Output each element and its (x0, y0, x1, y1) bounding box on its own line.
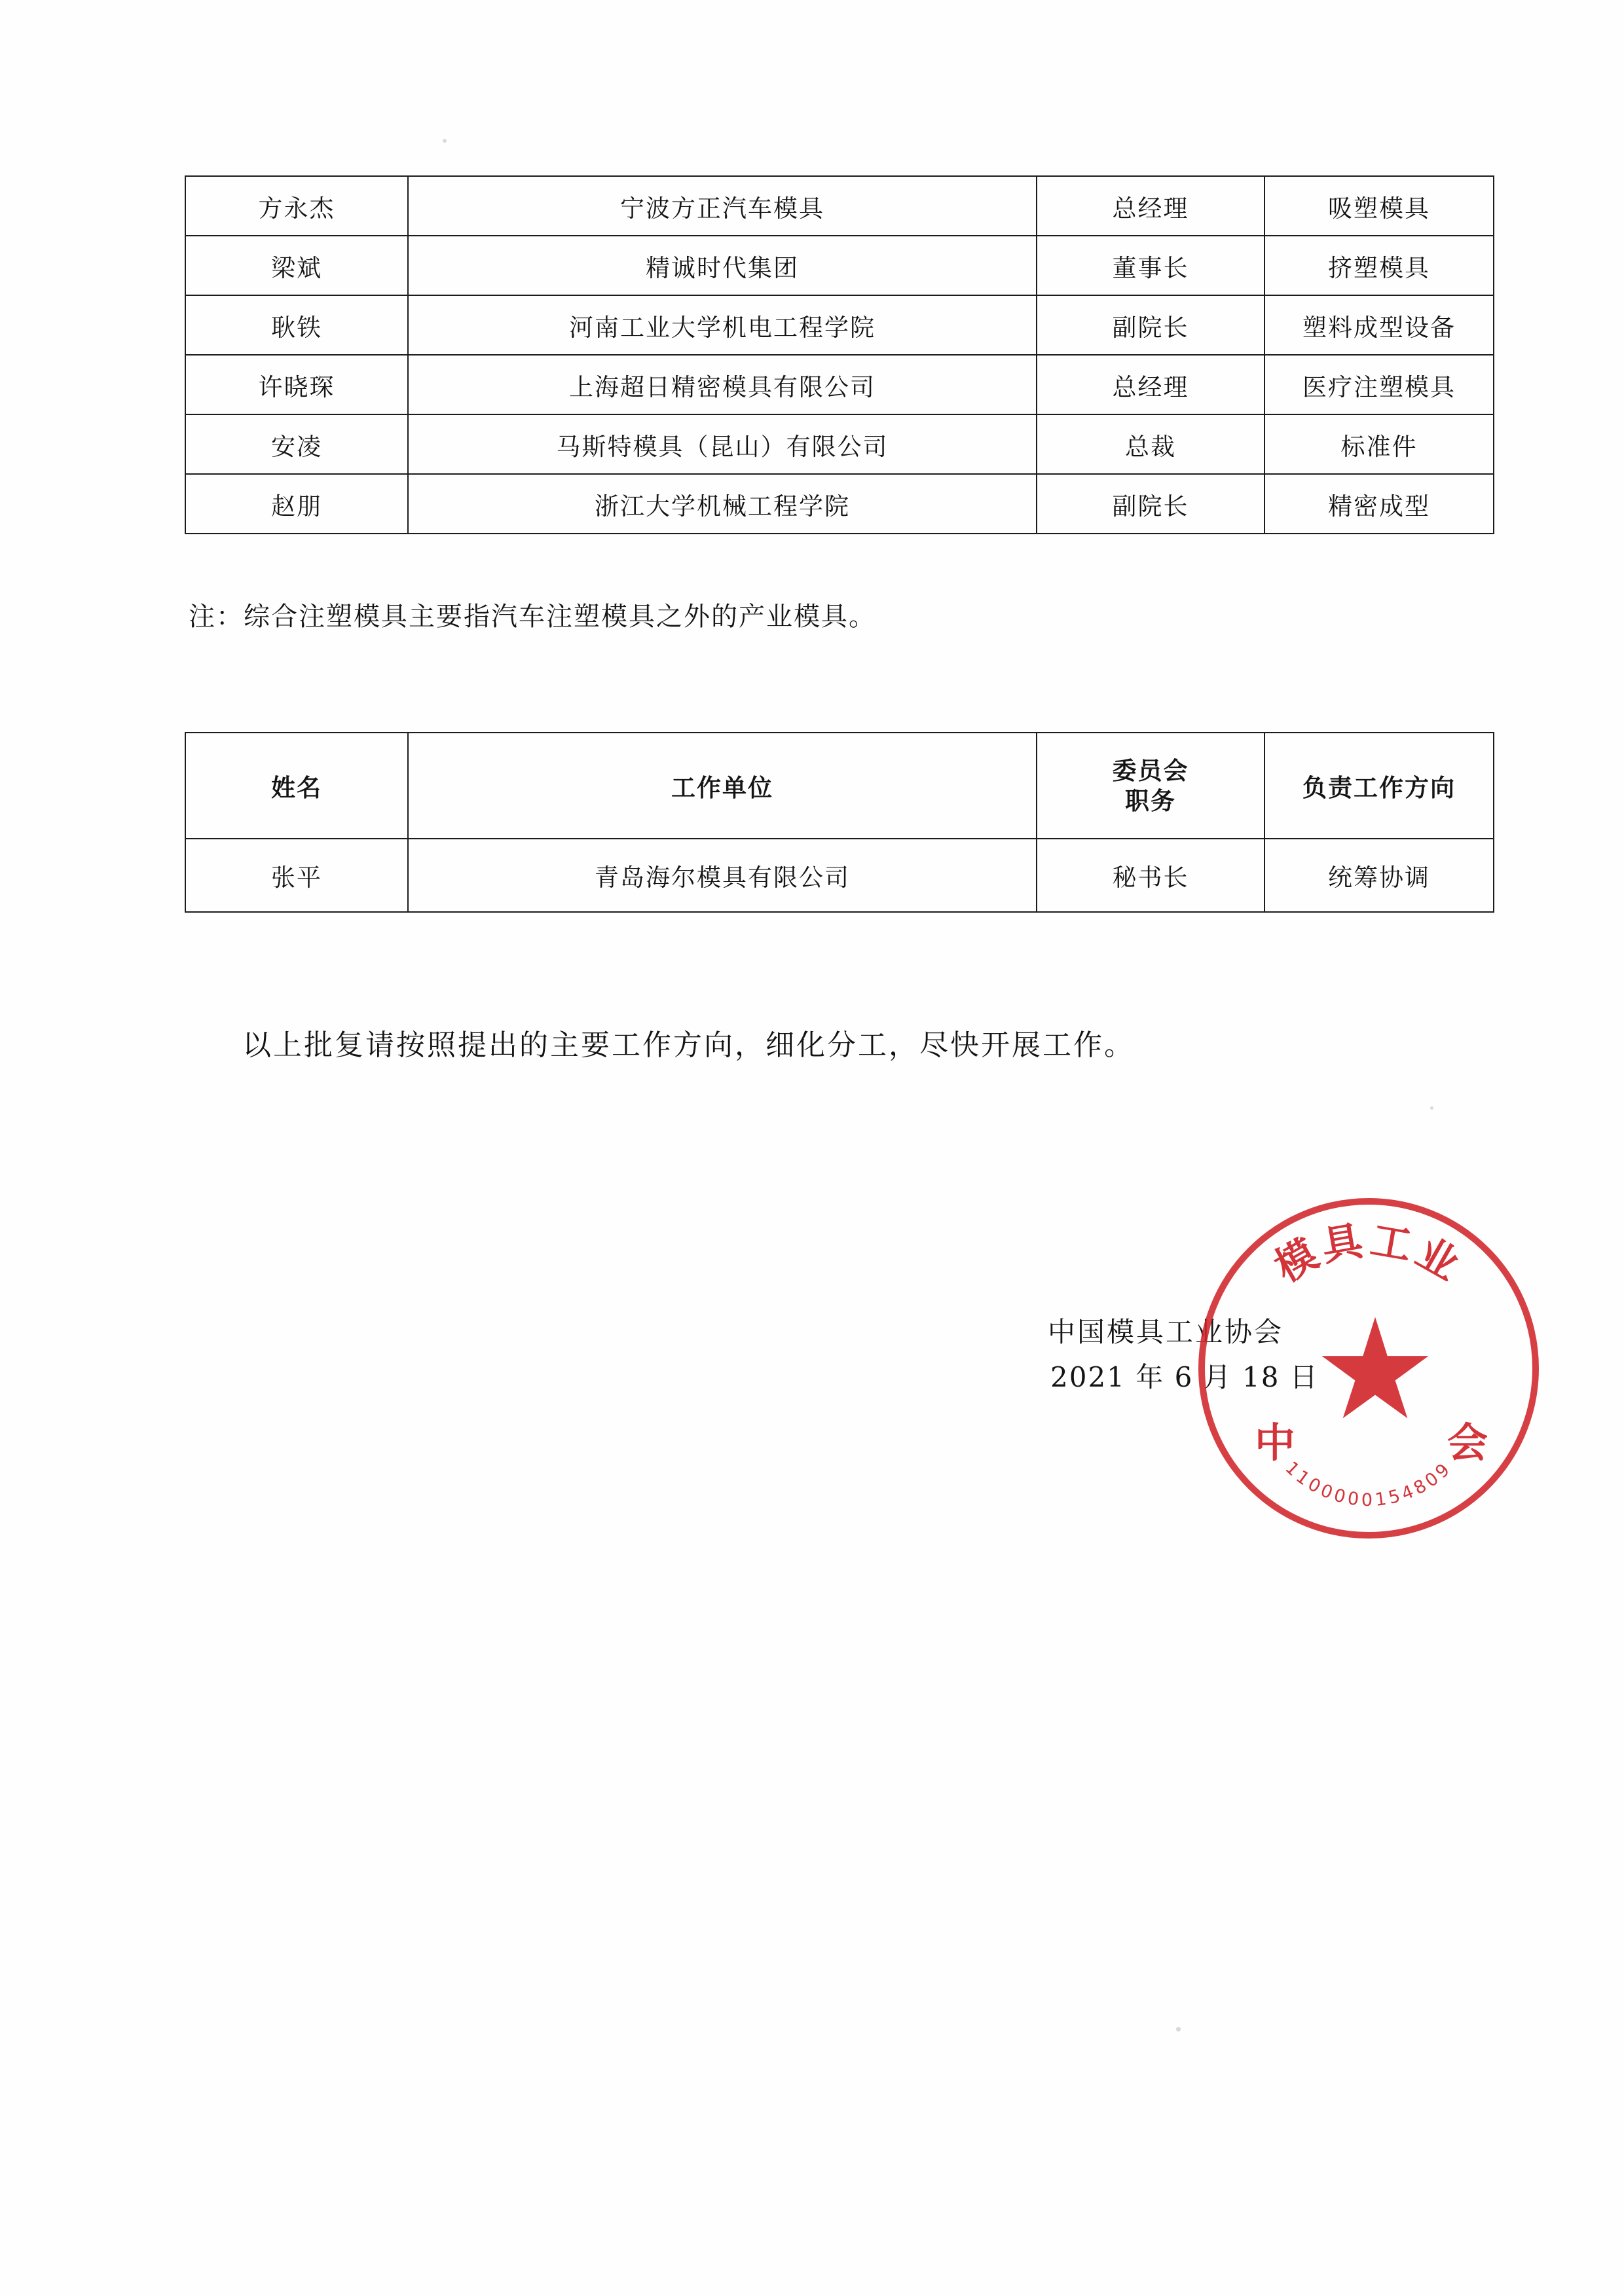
scan-speck (1176, 2027, 1181, 2032)
member-name: 许晓琛 (185, 355, 408, 414)
table-row (185, 295, 1494, 355)
official-seal-stamp (1198, 1198, 1552, 1552)
committee-members-table (185, 175, 1494, 534)
member-name: 梁斌 (185, 236, 408, 295)
member-org: 上海超日精密模具有限公司 (408, 355, 1037, 414)
table-row (185, 176, 1494, 236)
member-direction: 标准件 (1264, 414, 1494, 474)
seal-right-char: 会 (1447, 1419, 1492, 1467)
closing-paragraph: 以上批复请按照提出的主要工作方向，细化分工，尽快开展工作。 (242, 1029, 1135, 1062)
member-post: 总经理 (1037, 176, 1264, 236)
member-name: 赵朋 (185, 474, 408, 534)
member-post: 董事长 (1037, 236, 1264, 295)
secretary-table (185, 732, 1494, 913)
member-post: 总经理 (1037, 355, 1264, 414)
scan-speck (443, 139, 447, 143)
member-direction: 医疗注塑模具 (1264, 355, 1494, 414)
seal-arc-label: 模具工业 (1266, 1215, 1471, 1292)
table-row (185, 414, 1494, 474)
header-post-line2: 职务 (1125, 786, 1176, 815)
signature-organization: 中国模具工业协会 (1048, 1316, 1284, 1348)
member-direction: 吸塑模具 (1264, 176, 1494, 236)
member-org: 精诚时代集团 (408, 236, 1037, 295)
secretary-org: 青岛海尔模具有限公司 (408, 839, 1037, 912)
header-post (1037, 733, 1264, 839)
header-post-line1: 委员会 (1112, 756, 1189, 785)
member-direction: 精密成型 (1264, 474, 1494, 534)
scan-speck (1430, 1106, 1433, 1110)
table-row (185, 839, 1494, 912)
member-org: 宁波方正汽车模具 (408, 176, 1037, 236)
seal-left-char: 中 (1255, 1419, 1300, 1467)
table-row (185, 236, 1494, 295)
member-name: 安凌 (185, 414, 408, 474)
member-org: 浙江大学机械工程学院 (408, 474, 1037, 534)
member-org: 马斯特模具（昆山）有限公司 (408, 414, 1037, 474)
table-note: 注：综合注塑模具主要指汽车注塑模具之外的产业模具。 (189, 602, 876, 632)
table-header-row (185, 733, 1494, 839)
seal-number-label: 1100000154809 (1281, 1457, 1456, 1510)
member-direction: 挤塑模具 (1264, 236, 1494, 295)
member-post: 副院长 (1037, 474, 1264, 534)
header-direction: 负责工作方向 (1264, 733, 1494, 839)
header-org: 工作单位 (408, 733, 1037, 839)
seal-number (1198, 1198, 1539, 1539)
member-name: 方永杰 (185, 176, 408, 236)
table-row (185, 474, 1494, 534)
signature-date: 2021 年 6 月 18 日 (1050, 1361, 1319, 1394)
member-post: 总裁 (1037, 414, 1264, 474)
member-post: 副院长 (1037, 295, 1264, 355)
member-name: 耿铁 (185, 295, 408, 355)
secretary-name: 张平 (185, 839, 408, 912)
member-direction: 塑料成型设备 (1264, 295, 1494, 355)
secretary-post: 秘书长 (1037, 839, 1264, 912)
table-row (185, 355, 1494, 414)
member-org: 河南工业大学机电工程学院 (408, 295, 1037, 355)
secretary-direction: 统筹协调 (1264, 839, 1494, 912)
header-name: 姓名 (185, 733, 408, 839)
